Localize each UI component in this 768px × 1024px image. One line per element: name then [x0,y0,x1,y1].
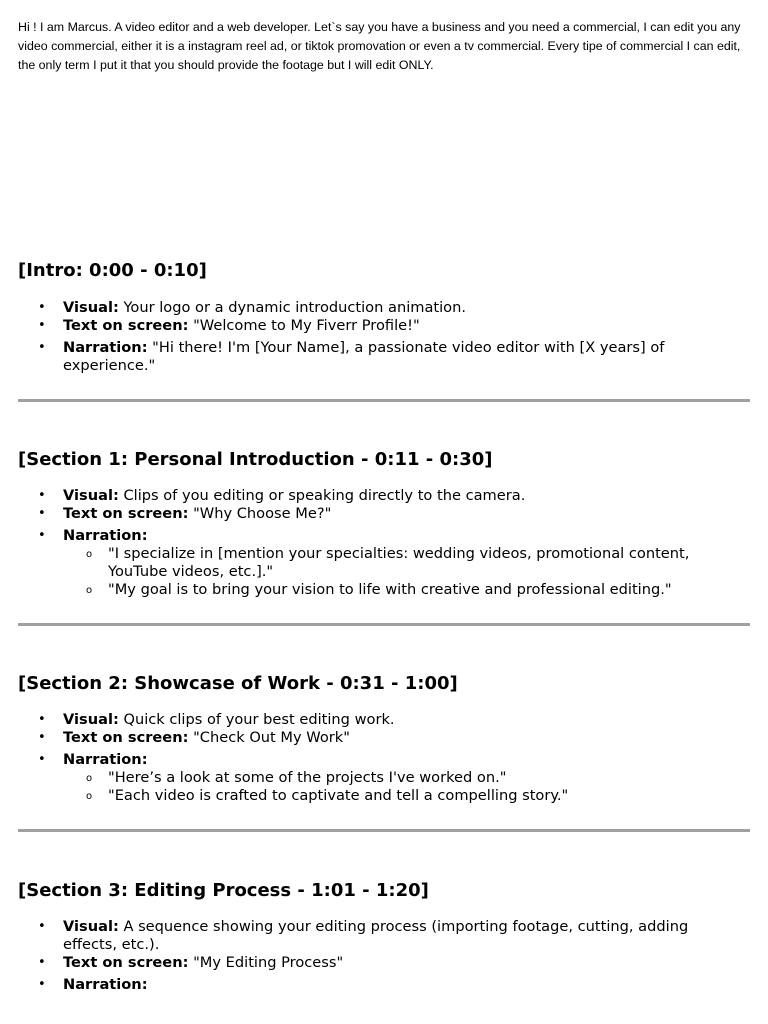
item-label: Visual: [63,918,119,935]
sub-list-item: o "My goal is to bring your vision to life with creative and professional editing." [63,581,738,599]
list-item-text-on-screen [18,317,738,335]
section-heading-showcase-of-work: [Section 2: Showcase of Work - 0:31 - 1:00] [18,673,458,694]
item-label: Text on screen: [63,729,189,746]
list-item-visual [18,299,738,317]
sub-list-item: o "Each video is crafted to captivate and tell a compelling story." [63,787,738,805]
section-divider [18,623,750,626]
section-divider [18,829,750,832]
section-heading-editing-process: [Section 3: Editing Process - 1:01 - 1:20] [18,880,429,901]
item-label: Text on screen: [63,317,189,334]
item-text: "Why Choose Me?" [188,505,332,522]
item-label: Narration: [63,339,148,356]
list-item-narration [18,751,738,805]
section-2-bullet-list [18,711,738,809]
sub-list-item: o "I specialize in [mention your specialties: wedding videos, promotional content, YouTube videos, etc.]." [63,545,738,581]
list-item-narration [18,527,738,599]
item-label: Narration: [63,976,148,993]
narration-sub-list [63,769,738,805]
item-label: Narration: [63,751,148,768]
list-item-text-on-screen [18,729,738,747]
section-divider [18,399,750,402]
item-text: "Welcome to My Fiverr Profile!" [188,317,420,334]
list-item-visual [18,711,738,729]
list-item-visual [18,487,738,505]
item-text: "My Editing Process" [188,954,344,971]
item-label: Visual: [63,299,119,316]
list-item-narration [18,339,738,375]
item-text: A sequence showing your editing process (importing footage, cutting, adding effects, etc.). [63,918,689,953]
list-item-narration [18,976,738,994]
intro-paragraph: Hi ! I am Marcus. A video editor and a web developer. Let`s say you have a business and you need a commercial, I can edit you any video commercial, either it is a instagram reel ad, or tiktok promovation or even a tv commercial. Every tipe of commercial I can edit, the only term I put it that you should provide the footage but I will edit ONLY. [18,20,741,72]
sub-list-item: o "Here’s a look at some of the projects I've worked on." [63,769,738,787]
list-item-text-on-screen [18,954,738,972]
narration-sub-list [63,545,738,599]
section-3-bullet-list [18,918,738,998]
item-label: Visual: [63,711,119,728]
item-text: "Hi there! I'm [Your Name], a passionate video editor with [X years] of experience." [63,339,665,374]
item-text: Clips of you editing or speaking directly to the camera. [118,487,526,504]
item-text: Your logo or a dynamic introduction animation. [118,299,466,316]
item-label: Narration: [63,527,148,544]
item-text: Quick clips of your best editing work. [118,711,395,728]
list-item-text-on-screen [18,505,738,523]
list-item-visual [18,918,738,954]
item-text: "Check Out My Work" [188,729,350,746]
item-label: Visual: [63,487,119,504]
section-1-bullet-list [18,487,738,603]
section-heading-personal-introduction: [Section 1: Personal Introduction - 0:11 - 0:30] [18,449,493,470]
item-label: Text on screen: [63,505,189,522]
item-label: Text on screen: [63,954,189,971]
section-heading-intro: [Intro: 0:00 - 0:10] [18,260,207,281]
intro-bullet-list [18,299,738,379]
